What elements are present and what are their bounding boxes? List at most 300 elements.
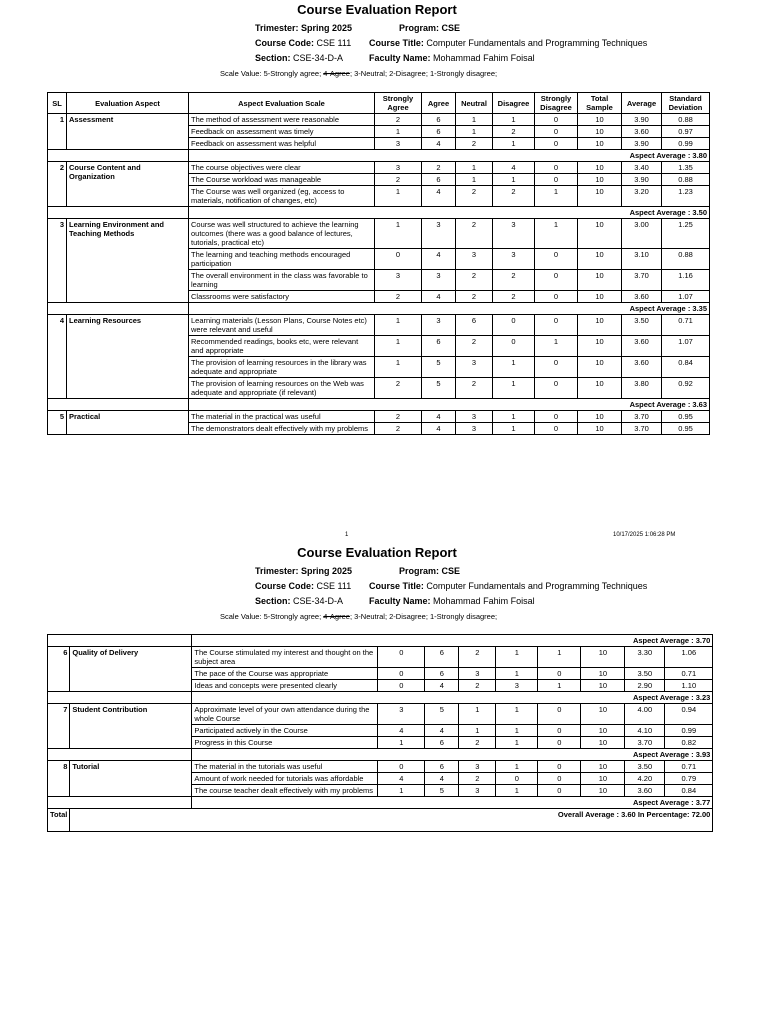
score-cell: 3.00 — [622, 219, 662, 249]
col-header: Standard Deviation — [662, 93, 710, 114]
score-cell: 10 — [578, 270, 622, 291]
score-cell: 0.82 — [665, 737, 713, 749]
col-header: Evaluation Aspect — [67, 93, 189, 114]
section-value: CSE-34-D-A — [293, 596, 344, 606]
aspect-name: Practical — [67, 411, 189, 435]
score-cell: 0.84 — [665, 785, 713, 797]
score-cell: 4 — [425, 773, 459, 785]
score-cell: 0.71 — [665, 668, 713, 680]
table-header-row — [48, 93, 710, 114]
evaluation-statement: The material in the practical was useful — [189, 411, 375, 423]
course-title-label: Course Title: — [369, 38, 424, 48]
score-cell: 0 — [535, 357, 578, 378]
score-cell: 3.70 — [622, 423, 662, 435]
blank-cell — [67, 399, 189, 411]
score-cell: 1 — [375, 315, 422, 336]
score-cell: 1 — [496, 647, 538, 668]
aspect-sl: 1 — [48, 114, 67, 150]
score-cell: 0 — [538, 704, 581, 725]
aspect-name: Learning Environment and Teaching Methods — [67, 219, 189, 303]
score-cell: 2 — [422, 162, 456, 174]
report-title: Course Evaluation Report — [297, 2, 457, 17]
score-cell: 2 — [456, 138, 493, 150]
col-header: Average — [622, 93, 662, 114]
evaluation-statement: Amount of work needed for tutorials was affordable — [192, 773, 378, 785]
aspect-average-row — [48, 150, 710, 162]
aspect-average-row — [48, 749, 713, 761]
score-cell: 2 — [493, 291, 535, 303]
score-cell: 0 — [378, 761, 425, 773]
score-cell: 10 — [578, 219, 622, 249]
score-cell: 4 — [422, 291, 456, 303]
score-cell: 3 — [375, 138, 422, 150]
score-cell: 0 — [535, 315, 578, 336]
blank-cell — [67, 207, 189, 219]
score-cell: 0 — [378, 647, 425, 668]
aspect-average-row — [48, 692, 713, 704]
score-cell: 3 — [496, 680, 538, 692]
trimester-label: Trimester: — [255, 566, 299, 576]
scale-legend: Scale Value: 5-Strongly agree; 4-Agree; 3-Neutral; 2-Disagree; 1-Strongly disagree; — [220, 69, 498, 78]
score-cell: 0 — [535, 423, 578, 435]
blank-cell — [48, 303, 67, 315]
evaluation-statement: The method of assessment were reasonable — [189, 114, 375, 126]
faculty-label: Faculty Name: — [369, 596, 431, 606]
score-cell: 1 — [496, 761, 538, 773]
score-cell: 6 — [456, 315, 493, 336]
col-header: Aspect Evaluation Scale — [189, 93, 375, 114]
evaluation-statement: Ideas and concepts were presented clearly — [192, 680, 378, 692]
score-cell: 0 — [496, 773, 538, 785]
score-cell: 4 — [493, 162, 535, 174]
score-cell: 1 — [493, 411, 535, 423]
print-timestamp: 10/17/2025 1:06:28 PM — [613, 532, 676, 538]
score-cell: 2 — [456, 378, 493, 399]
aspect-average: Aspect Average : 3.23 — [192, 692, 713, 704]
score-cell: 1 — [459, 725, 496, 737]
score-cell: 2 — [459, 647, 496, 668]
score-cell: 3.20 — [622, 186, 662, 207]
score-cell: 3.70 — [622, 411, 662, 423]
score-cell: 10 — [578, 411, 622, 423]
score-cell: 1 — [493, 357, 535, 378]
aspect-average: Aspect Average : 3.50 — [189, 207, 710, 219]
score-cell: 6 — [422, 336, 456, 357]
score-cell: 3.80 — [622, 378, 662, 399]
evaluation-table-1 — [47, 92, 710, 435]
evaluation-statement: Course was well structured to achieve the learning outcomes (there was a good balance of lectures, tutorials, practical etc) — [189, 219, 375, 249]
col-header: SL — [48, 93, 67, 114]
score-cell: 10 — [581, 761, 625, 773]
score-cell: 1 — [459, 704, 496, 725]
score-cell: 10 — [581, 725, 625, 737]
score-cell: 1 — [493, 114, 535, 126]
evaluation-statement: Learning materials (Lesson Plans, Course Notes etc) were relevant and useful — [189, 315, 375, 336]
score-cell: 1.06 — [665, 647, 713, 668]
score-cell: 10 — [581, 737, 625, 749]
score-cell: 1 — [456, 126, 493, 138]
score-cell: 2 — [456, 219, 493, 249]
score-cell: 3 — [375, 270, 422, 291]
score-cell: 3 — [459, 668, 496, 680]
evaluation-statement: The pace of the Course was appropriate — [192, 668, 378, 680]
score-cell: 0.95 — [662, 411, 710, 423]
score-cell: 3.50 — [622, 315, 662, 336]
score-cell: 3.90 — [622, 114, 662, 126]
trimester-line — [255, 566, 461, 576]
score-cell: 3 — [459, 785, 496, 797]
score-cell: 1.07 — [662, 291, 710, 303]
score-cell: 10 — [578, 291, 622, 303]
score-cell: 3.60 — [622, 336, 662, 357]
score-cell: 0 — [538, 773, 581, 785]
score-cell: 10 — [581, 785, 625, 797]
score-cell: 4 — [422, 186, 456, 207]
course-code-label: Course Code: — [255, 38, 315, 48]
trimester-label: Trimester: — [255, 23, 299, 33]
score-cell: 1 — [493, 138, 535, 150]
score-cell: 0 — [535, 126, 578, 138]
evaluation-statement: Feedback on assessment was helpful — [189, 138, 375, 150]
col-header: Strongly Agree — [375, 93, 422, 114]
score-cell: 0.97 — [662, 126, 710, 138]
score-cell: 1 — [493, 174, 535, 186]
evaluation-statement: The demonstrators dealt effectively with my problems — [189, 423, 375, 435]
table-row — [48, 114, 710, 126]
score-cell: 1 — [538, 680, 581, 692]
score-cell: 4 — [422, 138, 456, 150]
score-cell: 3 — [456, 423, 493, 435]
score-cell: 10 — [578, 114, 622, 126]
course-title-label: Course Title: — [369, 581, 424, 591]
scale-legend: Scale Value: 5-Strongly agree; 4-Agree; 3-Neutral; 2-Disagree; 1-Strongly disagree; — [220, 612, 498, 621]
score-cell: 3 — [422, 315, 456, 336]
score-cell: 1.16 — [662, 270, 710, 291]
score-cell: 1 — [535, 336, 578, 357]
score-cell: 4 — [422, 411, 456, 423]
score-cell: 1.07 — [662, 336, 710, 357]
report-title: Course Evaluation Report — [297, 545, 457, 560]
trimester-line — [255, 23, 461, 33]
score-cell: 0 — [375, 249, 422, 270]
aspect-sl: 2 — [48, 162, 67, 207]
score-cell: 0.92 — [662, 378, 710, 399]
score-cell: 3.70 — [622, 270, 662, 291]
blank-cell — [70, 797, 192, 809]
score-cell: 0.99 — [662, 138, 710, 150]
aspect-name: Assessment — [67, 114, 189, 150]
blank-cell — [48, 207, 67, 219]
evaluation-statement: The provision of learning resources in the library was adequate and appropriate — [189, 357, 375, 378]
aspect-average: Aspect Average : 3.35 — [189, 303, 710, 315]
section-label: Section: — [255, 596, 291, 606]
col-header: Total Sample — [578, 93, 622, 114]
score-cell: 0.84 — [662, 357, 710, 378]
score-cell: 1 — [456, 162, 493, 174]
aspect-name: Student Contribution — [70, 704, 192, 749]
blank-cell — [70, 749, 192, 761]
score-cell: 2 — [456, 336, 493, 357]
score-cell: 3.60 — [622, 126, 662, 138]
score-cell: 1 — [496, 725, 538, 737]
score-cell: 0 — [535, 114, 578, 126]
evaluation-statement: Classrooms were satisfactory — [189, 291, 375, 303]
score-cell: 3 — [422, 270, 456, 291]
aspect-sl: 8 — [48, 761, 70, 797]
aspect-name: Learning Resources — [67, 315, 189, 399]
score-cell: 2 — [375, 291, 422, 303]
evaluation-statement: The Course was well organized (eg, access to materials, notification of changes, etc) — [189, 186, 375, 207]
score-cell: 0 — [538, 668, 581, 680]
faculty-value: Mohammad Fahim Foisal — [433, 596, 535, 606]
score-cell: 0 — [378, 668, 425, 680]
score-cell: 6 — [425, 668, 459, 680]
score-cell: 6 — [422, 114, 456, 126]
score-cell: 10 — [578, 138, 622, 150]
aspect-name: Quality of Delivery — [70, 647, 192, 692]
overall-average: Overall Average : 3.60 In Percentage: 72.00 — [70, 809, 713, 832]
score-cell: 3.70 — [625, 737, 665, 749]
score-cell: 3 — [456, 411, 493, 423]
score-cell: 3 — [456, 357, 493, 378]
score-cell: 1 — [493, 378, 535, 399]
blank-cell — [67, 150, 189, 162]
score-cell: 3.90 — [622, 138, 662, 150]
col-header: Neutral — [456, 93, 493, 114]
score-cell: 2 — [375, 423, 422, 435]
score-cell: 0.71 — [662, 315, 710, 336]
score-cell: 10 — [581, 680, 625, 692]
score-cell: 1 — [538, 647, 581, 668]
score-cell: 4.10 — [625, 725, 665, 737]
blank-cell — [67, 303, 189, 315]
score-cell: 4.20 — [625, 773, 665, 785]
aspect-average: Aspect Average : 3.77 — [192, 797, 713, 809]
aspect-average: Aspect Average : 3.93 — [192, 749, 713, 761]
score-cell: 1 — [496, 668, 538, 680]
score-cell: 4 — [422, 249, 456, 270]
score-cell: 4 — [422, 423, 456, 435]
score-cell: 1 — [375, 357, 422, 378]
score-cell: 1 — [535, 186, 578, 207]
score-cell: 5 — [425, 785, 459, 797]
score-cell: 2 — [375, 114, 422, 126]
table-row — [48, 761, 713, 773]
score-cell: 2 — [456, 291, 493, 303]
score-cell: 1 — [496, 737, 538, 749]
aspect-average: Aspect Average : 3.63 — [189, 399, 710, 411]
score-cell: 0 — [538, 737, 581, 749]
aspect-average-row — [48, 207, 710, 219]
evaluation-statement: The provision of learning resources on the Web was adequate and appropriate (if relevant) — [189, 378, 375, 399]
aspect-average-row — [48, 635, 713, 647]
blank-cell — [48, 635, 70, 647]
course-code-value: CSE 111 — [316, 38, 352, 48]
blank-cell — [70, 692, 192, 704]
table-row — [48, 315, 710, 336]
score-cell: 1 — [496, 704, 538, 725]
score-cell: 6 — [422, 174, 456, 186]
score-cell: 3.50 — [625, 761, 665, 773]
score-cell: 0.99 — [665, 725, 713, 737]
score-cell: 2 — [493, 270, 535, 291]
evaluation-statement: The material in the tutorials was useful — [192, 761, 378, 773]
faculty-value: Mohammad Fahim Foisal — [433, 53, 535, 63]
score-cell: 2 — [459, 773, 496, 785]
score-cell: 10 — [578, 423, 622, 435]
evaluation-statement: Approximate level of your own attendance during the whole Course — [192, 704, 378, 725]
score-cell: 0.71 — [665, 761, 713, 773]
score-cell: 1 — [375, 186, 422, 207]
score-cell: 3.60 — [625, 785, 665, 797]
score-cell: 3.10 — [622, 249, 662, 270]
trimester-value: Spring 2025 — [301, 566, 353, 576]
blank-cell — [48, 692, 70, 704]
score-cell: 1 — [375, 219, 422, 249]
evaluation-statement: The Course stimulated my interest and thought on the subject area — [192, 647, 378, 668]
score-cell: 6 — [425, 761, 459, 773]
score-cell: 1 — [496, 785, 538, 797]
aspect-average-row — [48, 303, 710, 315]
score-cell: 2 — [456, 186, 493, 207]
aspect-average: Aspect Average : 3.80 — [189, 150, 710, 162]
program-value: CSE — [441, 566, 461, 576]
score-cell: 0 — [535, 174, 578, 186]
score-cell: 5 — [422, 357, 456, 378]
evaluation-statement: The course objectives were clear — [189, 162, 375, 174]
score-cell: 2.90 — [625, 680, 665, 692]
score-cell: 2 — [375, 378, 422, 399]
evaluation-statement: Participated actively in the Course — [192, 725, 378, 737]
score-cell: 5 — [422, 378, 456, 399]
score-cell: 1 — [535, 219, 578, 249]
table-row — [48, 162, 710, 174]
aspect-name: Course Content and Organization — [67, 162, 189, 207]
aspect-sl: 7 — [48, 704, 70, 749]
aspect-average-row — [48, 797, 713, 809]
score-cell: 10 — [578, 174, 622, 186]
score-cell: 1 — [375, 126, 422, 138]
score-cell: 3 — [493, 249, 535, 270]
aspect-name: Tutorial — [70, 761, 192, 797]
score-cell: 0.88 — [662, 174, 710, 186]
score-cell: 10 — [578, 186, 622, 207]
score-cell: 0.88 — [662, 114, 710, 126]
score-cell: 4.00 — [625, 704, 665, 725]
evaluation-table-2 — [47, 634, 713, 832]
score-cell: 10 — [578, 378, 622, 399]
score-cell: 0 — [535, 270, 578, 291]
score-cell: 5 — [425, 704, 459, 725]
score-cell: 3.60 — [622, 357, 662, 378]
aspect-sl: 4 — [48, 315, 67, 399]
score-cell: 2 — [459, 737, 496, 749]
score-cell: 3 — [378, 704, 425, 725]
score-cell: 2 — [456, 270, 493, 291]
score-cell: 3.60 — [622, 291, 662, 303]
aspect-sl: 6 — [48, 647, 70, 692]
score-cell: 3 — [459, 761, 496, 773]
score-cell: 10 — [578, 126, 622, 138]
score-cell: 6 — [422, 126, 456, 138]
page-number: 1 — [345, 532, 349, 538]
section-line — [255, 596, 535, 606]
score-cell: 1.35 — [662, 162, 710, 174]
score-cell: 10 — [581, 647, 625, 668]
section-label: Section: — [255, 53, 291, 63]
faculty-label: Faculty Name: — [369, 53, 431, 63]
score-cell: 10 — [581, 704, 625, 725]
score-cell: 1.10 — [665, 680, 713, 692]
score-cell: 1 — [375, 336, 422, 357]
section-value: CSE-34-D-A — [293, 53, 344, 63]
score-cell: 6 — [425, 647, 459, 668]
evaluation-statement: Recommended readings, books etc, were relevant and appropriate — [189, 336, 375, 357]
table-row — [48, 219, 710, 249]
score-cell: 0.94 — [665, 704, 713, 725]
blank-cell — [48, 749, 70, 761]
score-cell: 3.90 — [622, 174, 662, 186]
table-row — [48, 411, 710, 423]
score-cell: 0 — [538, 725, 581, 737]
score-cell: 10 — [578, 315, 622, 336]
score-cell: 3.50 — [625, 668, 665, 680]
score-cell: 0 — [535, 249, 578, 270]
evaluation-statement: Progress in this Course — [192, 737, 378, 749]
score-cell: 0 — [535, 411, 578, 423]
score-cell: 3 — [422, 219, 456, 249]
score-cell: 1 — [378, 785, 425, 797]
score-cell: 10 — [578, 162, 622, 174]
score-cell: 4 — [425, 680, 459, 692]
score-cell: 4 — [378, 773, 425, 785]
score-cell: 0.95 — [662, 423, 710, 435]
course-code-label: Course Code: — [255, 581, 315, 591]
program-label: Program: — [399, 566, 440, 576]
evaluation-statement: The learning and teaching methods encouraged participation — [189, 249, 375, 270]
score-cell: 3.40 — [622, 162, 662, 174]
score-cell: 2 — [459, 680, 496, 692]
score-cell: 10 — [581, 668, 625, 680]
score-cell: 3.30 — [625, 647, 665, 668]
score-cell: 0 — [535, 378, 578, 399]
score-cell: 2 — [375, 174, 422, 186]
program-label: Program: — [399, 23, 440, 33]
table-row — [48, 647, 713, 668]
blank-cell — [48, 797, 70, 809]
score-cell: 1 — [378, 737, 425, 749]
evaluation-statement: Feedback on assessment was timely — [189, 126, 375, 138]
course-title-value: Computer Fundamentals and Programming Techniques — [426, 38, 648, 48]
score-cell: 0 — [493, 336, 535, 357]
score-cell: 0 — [493, 315, 535, 336]
blank-cell — [70, 635, 192, 647]
evaluation-statement: The Course workload was manageable — [189, 174, 375, 186]
col-header: Strongly Disagree — [535, 93, 578, 114]
col-header: Agree — [422, 93, 456, 114]
score-cell: 3 — [493, 219, 535, 249]
section-line — [255, 53, 535, 63]
score-cell: 0.79 — [665, 773, 713, 785]
score-cell: 10 — [578, 249, 622, 270]
score-cell: 0 — [538, 761, 581, 773]
col-header: Disagree — [493, 93, 535, 114]
evaluation-statement: The course teacher dealt effectively with my problems — [192, 785, 378, 797]
score-cell: 0 — [538, 785, 581, 797]
score-cell: 1.25 — [662, 219, 710, 249]
aspect-sl: 3 — [48, 219, 67, 303]
course-title-value: Computer Fundamentals and Programming Techniques — [426, 581, 648, 591]
